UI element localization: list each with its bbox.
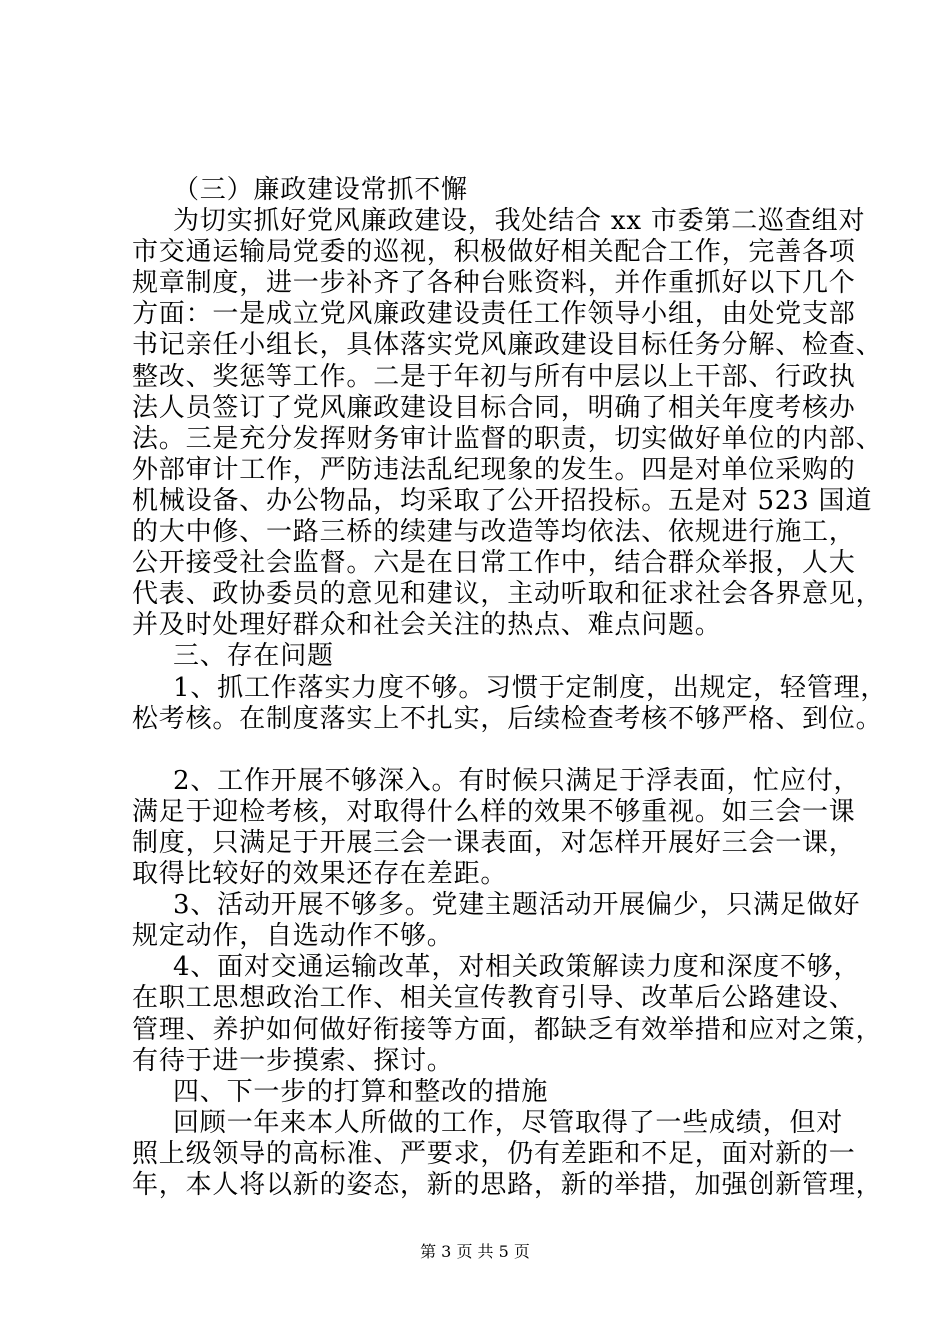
paragraph-line: 并及时处理好群众和社会关注的热点、难点问题。 <box>132 610 722 640</box>
paragraph-line: 方面：一是成立党风廉政建设责任工作领导小组，由处党支部 <box>132 299 856 329</box>
paragraph-line: 书记亲任小组长，具体落实党风廉政建设目标任务分解、检查、 <box>132 330 883 360</box>
paragraph-line: 法人员签订了党风廉政建设目标合同，明确了相关年度考核办 <box>132 393 856 423</box>
paragraph-line: 管理、养护如何做好衔接等方面，都缺乏有效举措和应对之策， <box>132 1015 883 1045</box>
paragraph-line: 整改、奖惩等工作。二是于年初与所有中层以上干部、行政执 <box>132 362 856 392</box>
paragraph-line: 1、抓工作落实力度不够。习惯于定制度，出规定，轻管理， <box>173 673 888 703</box>
paragraph-line: 规章制度，进一步补齐了各种台账资料，并作重抓好以下几个 <box>132 268 856 298</box>
paragraph-line: 年，本人将以新的姿态，新的思路，新的举措，加强创新管理， <box>132 1170 883 1200</box>
paragraph-line: 有待于进一步摸索、探讨。 <box>132 1046 454 1076</box>
paragraph-line: 取得比较好的效果还存在差距。 <box>132 859 508 889</box>
section-heading-problems: 三、存在问题 <box>173 641 334 671</box>
paragraph-line: 3、活动开展不够多。党建主题活动开展偏少，只满足做好 <box>173 890 861 920</box>
paragraph-line: 制度，只满足于开展三会一课表面，对怎样开展好三会一课， <box>132 828 856 858</box>
paragraph-line: 机械设备、办公物品，均采取了公开招投标。五是对 523 国道 <box>132 486 873 516</box>
paragraph-line: 市交通运输局党委的巡视，积极做好相关配合工作，完善各项 <box>132 237 856 267</box>
paragraph-line: 满足于迎检考核，对取得什么样的效果不够重视。如三会一课 <box>132 797 856 827</box>
paragraph-line: 外部审计工作，严防违法乱纪现象的发生。四是对单位采购的 <box>132 455 856 485</box>
paragraph-line: 回顾一年来本人所做的工作，尽管取得了一些成绩，但对 <box>173 1108 844 1138</box>
paragraph-line: 规定动作，自选动作不够。 <box>132 921 454 951</box>
paragraph-line: 照上级领导的高标准、严要求，仍有差距和不足，面对新的一 <box>132 1139 856 1169</box>
paragraph-line: 代表、政协委员的意见和建议，主动听取和征求社会各界意见， <box>132 579 883 609</box>
paragraph-line: 松考核。在制度落实上不扎实，后续检查考核不够严格、到位。 <box>132 704 883 734</box>
paragraph-line: 在职工思想政治工作、相关宣传教育引导、改革后公路建设、 <box>132 983 856 1013</box>
section-heading-integrity: （三）廉政建设常抓不懈 <box>173 175 468 205</box>
paragraph-line: 公开接受社会监督。六是在日常工作中，结合群众举报，人大 <box>132 548 856 578</box>
paragraph-line: 法。三是充分发挥财务审计监督的职责，切实做好单位的内部、 <box>132 424 883 454</box>
paragraph-line: 4、面对交通运输改革，对相关政策解读力度和深度不够， <box>173 952 861 982</box>
paragraph-line: 的大中修、一路三桥的续建与改造等均依法、依规进行施工， <box>132 517 856 547</box>
section-heading-next-steps: 四、下一步的打算和整改的措施 <box>173 1077 549 1107</box>
paragraph-line: 为切实抓好党风廉政建设，我处结合 xx 市委第二巡查组对 <box>173 206 866 236</box>
paragraph-line: 2、工作开展不够深入。有时候只满足于浮表面，忙应付， <box>173 766 861 796</box>
page-footer: 第 3 页 共 5 页 <box>420 1242 530 1261</box>
